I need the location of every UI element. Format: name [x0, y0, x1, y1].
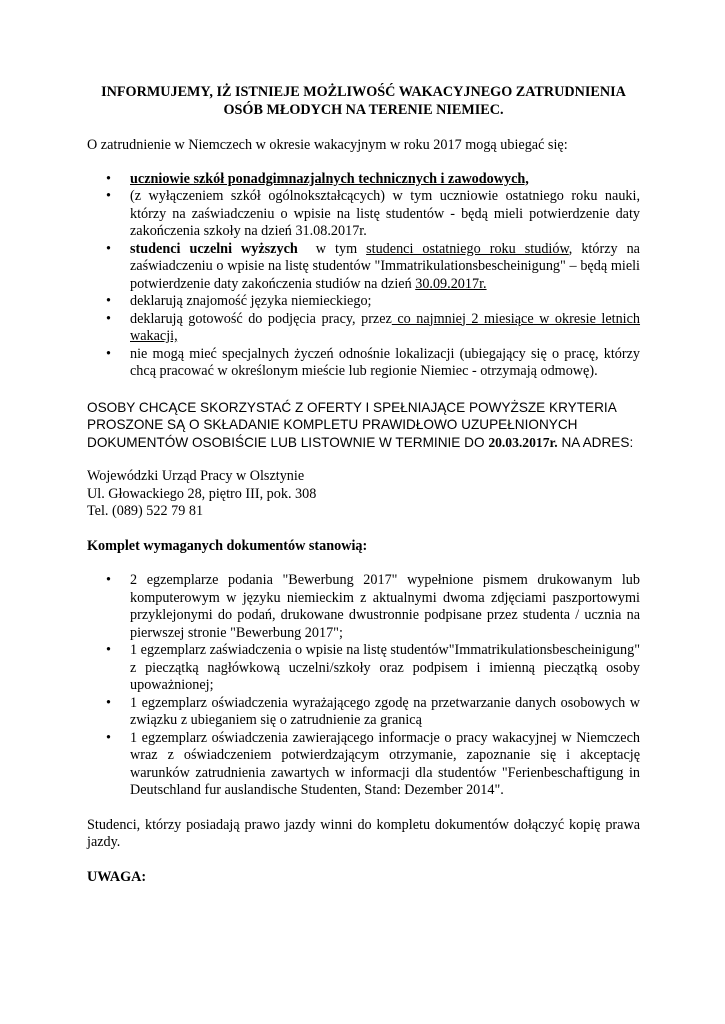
- intro-paragraph: O zatrudnienie w Niemczech w okresie wakacyjnym w roku 2017 mogą ubiegać się:: [87, 137, 568, 153]
- documents-item-text: 2 egzemplarze podania "Bewerbung 2017" wypełnione pismem drukowanym lub komputerowym w języku niemieckim z aktualnymi dwoma zdjęciami paszportowymi przyklejonymi do podań, drukowane dwustronnie podpisane przez studenta / ucznia na pierwszej stronie "Bewerbung 2017";: [130, 572, 640, 641]
- document-page: [87, 84, 640, 886]
- criteria-item: [87, 241, 640, 294]
- notice-text: OSOBY CHCĄCE SKORZYSTAĆ Z OFERTY I SPEŁNIAJĄCE POWYŻSZE KRYTERIA PROSZONE SĄ O SKŁADANIE KOMPLETU PRAWIDŁOWO UZUPEŁNIONYCH DOKUMENTÓW OSOBIŚCIE LUB LISTOWNIE W TERMINIE DO: [87, 399, 617, 450]
- criteria-item: [87, 171, 640, 189]
- page-title: [87, 84, 640, 119]
- criteria-item: [87, 188, 640, 241]
- criteria-item: [87, 293, 640, 311]
- documents-list: [87, 572, 640, 800]
- criteria-item-text: nie mogą mieć specjalnych życzeń odnośnie lokalizacji (ubiegający się o pracę, którzy chcą pracować w określonym mieście lub regionie Niemiec - otrzymają odmowę).: [130, 345, 640, 379]
- criteria-item: [87, 311, 640, 346]
- address-line-2: Ul. Głowackiego 28, piętro III, pok. 308: [87, 485, 317, 502]
- criteria-item-text: uczniowie szkół ponadgimnazjalnych technicznych i zawodowych,: [130, 170, 529, 187]
- criteria-item-underline: studenci ostatniego roku studiów: [366, 240, 569, 257]
- documents-item-text: 1 egzemplarz oświadczenia wyrażającego zgodę na przetwarzanie danych osobowych w związku z ubieganiem się o zatrudnienie za granicą: [130, 694, 640, 728]
- title-line-2: OSÓB MŁODYCH NA TERENIE NIEMIEC.: [223, 101, 504, 118]
- criteria-item: [87, 346, 640, 381]
- address-phone: Tel. (089) 522 79 81: [87, 503, 204, 519]
- documents-item-text: 1 egzemplarz zaświadczenia o wpisie na listę studentów"Immatrikulationsbescheinigung" z pieczątką nagłówkową uczelni/szkoły oraz podpisem i imienną pieczątką osoby upoważnionej;: [130, 642, 640, 693]
- criteria-item-text: w tym: [297, 240, 367, 257]
- documents-item: [87, 730, 640, 800]
- criteria-item-text: deklarują gotowość do podjęcia pracy, przez: [130, 310, 392, 327]
- criteria-item-text: (z wyłączeniem szkół ogólnokształcących) w tym uczniowie ostatniego roku nauki, którzy na zaświadczeniu o wpisie na listę studentów - będą mieli potwierdzenie daty zakończenia szkoły na dzień 31.08.2017r.: [130, 188, 640, 239]
- documents-item-text: 1 egzemplarz oświadczenia zawierającego informacje o pracy wakacyjnej w Niemczech wraz z oświadczeniem potwierdzającym otrzymanie, zapoznanie się i akceptację warunków zatrudnienia zawartych w informacji dla studentów "Ferienbeschaftigung in Deutschland fur auslandische Studenten, Stand: Dezember 2014".: [130, 729, 640, 798]
- address-block: [87, 468, 640, 521]
- documents-heading: Komplet wymaganych dokumentów stanowią:: [87, 537, 368, 554]
- criteria-item-bold: studenci uczelni wyższych: [130, 240, 298, 257]
- documents-item: [87, 572, 640, 642]
- documents-item: [87, 695, 640, 730]
- title-line-1: INFORMUJEMY, IŻ ISTNIEJE MOŻLIWOŚĆ WAKACYJNEGO ZATRUDNIENIA: [101, 84, 626, 100]
- uwaga-heading: UWAGA:: [87, 868, 147, 885]
- criteria-item-text: deklarują znajomość języka niemieckiego;: [130, 293, 372, 309]
- criteria-list: [87, 171, 640, 381]
- address-line-1: Wojewódzki Urząd Pracy w Olsztynie: [87, 468, 305, 484]
- criteria-item-text: , którzy na zaświadczeniu o wpisie na listę studentów "Immatrikulationsbescheinigung" – będą mieli potwierdzenie daty zakończenia studiów na dzień: [130, 240, 640, 292]
- criteria-item-underline: co najmniej 2 miesiące w okresie letnich wakacji,: [130, 310, 641, 344]
- students-note: Studenci, którzy posiadają prawo jazdy winni do kompletu dokumentów dołączyć kopię prawa jazdy.: [87, 816, 640, 850]
- notice-paragraph: [87, 399, 640, 452]
- notice-end: NA ADRES:: [557, 434, 634, 450]
- criteria-item-date: 30.09.2017r.: [415, 275, 487, 292]
- documents-item: [87, 642, 640, 695]
- notice-deadline: 20.03.2017r.: [488, 434, 558, 450]
